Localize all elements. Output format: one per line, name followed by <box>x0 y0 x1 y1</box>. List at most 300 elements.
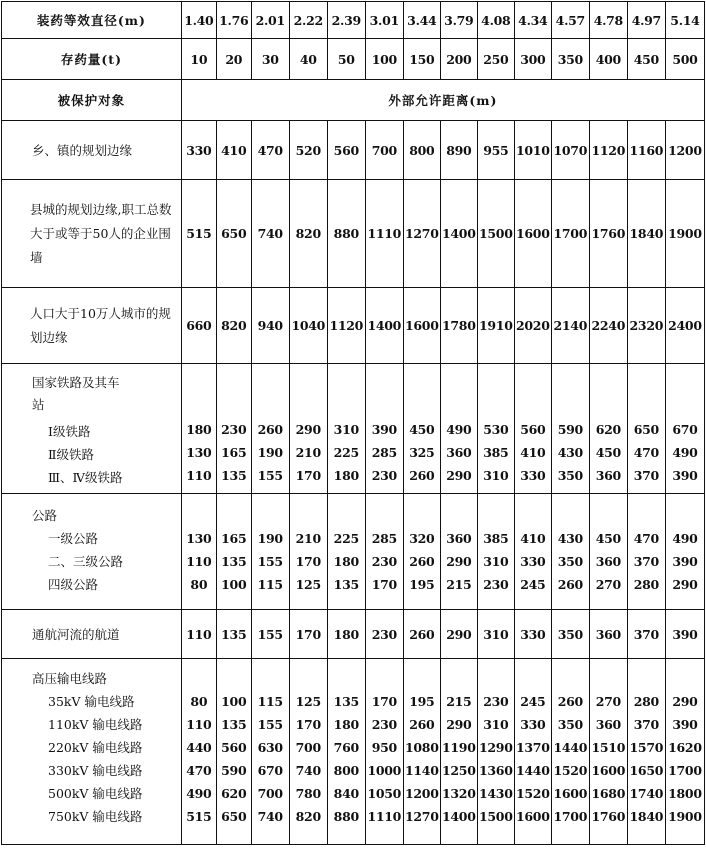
distance-cell: 245 <box>520 577 546 592</box>
distance-cell: 230 <box>371 554 397 569</box>
distance-cell: 1520 <box>516 786 550 801</box>
storage-cell: 450 <box>627 39 665 80</box>
distance-cell: 630 <box>257 740 283 755</box>
diameter-cell: 4.08 <box>477 2 514 39</box>
distance-cell: 285 <box>371 531 397 546</box>
distance-cell: 470 <box>251 121 289 180</box>
distance-cell: 1760 <box>591 809 626 824</box>
highway-group-cell <box>2 494 182 610</box>
distance-cell: 310 <box>483 468 509 483</box>
distance-cell: 260 <box>409 717 435 732</box>
storage-cell: 20 <box>216 39 251 80</box>
powerline-item-label: 500kV 输电线路 <box>48 786 143 801</box>
distance-cell: 195 <box>409 694 435 709</box>
storage-cell: 50 <box>327 39 365 80</box>
railway-values-col <box>665 364 704 494</box>
distance-cell: 670 <box>257 763 283 778</box>
highway-values-col <box>627 494 665 610</box>
distance-cell: 1900 <box>668 809 702 824</box>
highway-values-col <box>181 494 216 610</box>
distance-cell: 320 <box>409 531 435 546</box>
distance-cell: 390 <box>371 422 397 437</box>
railway-values-col <box>365 364 403 494</box>
distance-cell: 290 <box>295 422 321 437</box>
highway-values-col <box>589 494 627 610</box>
distance-cell: 1900 <box>665 180 704 288</box>
county-label: 县城的规划边缘,职工总数大于或等于50人的企业围墙 <box>2 180 182 288</box>
distance-cell: 590 <box>221 763 247 778</box>
distance-cell: 155 <box>257 554 283 569</box>
powerline-group-row <box>2 659 705 845</box>
distance-cell: 260 <box>557 577 583 592</box>
diameter-cell: 3.44 <box>403 2 440 39</box>
distance-cell: 670 <box>672 422 698 437</box>
distance-cell: 155 <box>251 610 289 659</box>
diameter-cell: 2.01 <box>251 2 289 39</box>
distance-cell: 1120 <box>327 288 365 364</box>
distance-cell: 360 <box>446 445 472 460</box>
distance-cell: 385 <box>483 531 509 546</box>
distance-cell: 2320 <box>627 288 665 364</box>
highway-values-col <box>665 494 704 610</box>
distance-cell: 270 <box>595 577 621 592</box>
distance-label: 外部允许距离(m) <box>181 80 704 121</box>
distance-cell: 1070 <box>551 121 589 180</box>
powerline-values-col <box>181 659 216 845</box>
distance-cell: 410 <box>520 531 546 546</box>
storage-cell: 150 <box>403 39 440 80</box>
storage-cell: 10 <box>181 39 216 80</box>
distance-cell: 130 <box>186 531 212 546</box>
town-row <box>2 121 705 180</box>
distance-cell: 1140 <box>405 763 439 778</box>
railway-values-col <box>477 364 514 494</box>
distance-cell: 650 <box>633 422 659 437</box>
distance-cell: 1400 <box>440 180 477 288</box>
distance-cell: 1190 <box>442 740 476 755</box>
highway-values-col <box>477 494 514 610</box>
distance-cell: 650 <box>216 180 251 288</box>
distance-cell: 360 <box>589 610 627 659</box>
highway-item-label: 二、三级公路 <box>48 554 124 569</box>
distance-cell: 230 <box>371 717 397 732</box>
distance-cell: 1600 <box>591 763 626 778</box>
distance-cell: 245 <box>520 694 546 709</box>
distance-table <box>1 1 705 845</box>
distance-cell: 1840 <box>627 180 665 288</box>
distance-cell: 1600 <box>403 288 440 364</box>
distance-cell: 350 <box>557 468 583 483</box>
powerline-values-col <box>477 659 514 845</box>
distance-cell: 1290 <box>479 740 513 755</box>
distance-cell: 450 <box>595 445 621 460</box>
distance-cell: 390 <box>665 610 704 659</box>
distance-cell: 1500 <box>477 180 514 288</box>
powerline-values-col <box>627 659 665 845</box>
distance-cell: 260 <box>403 610 440 659</box>
distance-cell: 1360 <box>479 763 513 778</box>
distance-cell: 490 <box>446 422 472 437</box>
distance-cell: 820 <box>289 180 327 288</box>
distance-cell: 1200 <box>405 786 439 801</box>
powerline-item-label: 110kV 输电线路 <box>48 717 143 732</box>
distance-cell: 780 <box>295 786 321 801</box>
distance-cell: 325 <box>409 445 435 460</box>
distance-cell: 740 <box>295 763 321 778</box>
distance-cell: 410 <box>216 121 251 180</box>
distance-cell: 590 <box>557 422 583 437</box>
storage-cell: 300 <box>514 39 551 80</box>
distance-cell: 370 <box>633 717 659 732</box>
distance-cell: 1370 <box>516 740 550 755</box>
highway-values-col <box>440 494 477 610</box>
distance-cell: 135 <box>221 554 247 569</box>
distance-cell: 2240 <box>589 288 627 364</box>
distance-cell: 190 <box>257 531 283 546</box>
distance-cell: 135 <box>221 468 247 483</box>
distance-cell: 2020 <box>514 288 551 364</box>
distance-cell: 230 <box>221 422 247 437</box>
diameter-cell: 1.40 <box>181 2 216 39</box>
distance-cell: 280 <box>633 577 659 592</box>
distance-cell: 1050 <box>367 786 402 801</box>
distance-cell: 490 <box>672 531 698 546</box>
highway-values-col <box>365 494 403 610</box>
highway-group-row <box>2 494 705 610</box>
distance-cell: 135 <box>333 577 359 592</box>
distance-cell: 450 <box>409 422 435 437</box>
city-row <box>2 288 705 364</box>
storage-cell: 500 <box>665 39 704 80</box>
distance-cell: 210 <box>295 531 321 546</box>
distance-cell: 180 <box>327 610 365 659</box>
distance-cell: 360 <box>446 531 472 546</box>
distance-cell: 290 <box>446 717 472 732</box>
distance-cell: 1010 <box>514 121 551 180</box>
distance-cell: 260 <box>557 694 583 709</box>
distance-cell: 700 <box>295 740 321 755</box>
distance-cell: 180 <box>186 422 212 437</box>
distance-cell: 225 <box>333 531 359 546</box>
distance-cell: 360 <box>595 468 621 483</box>
diameter-cell: 2.39 <box>327 2 365 39</box>
protected-header-row <box>2 80 705 121</box>
distance-cell: 1400 <box>442 809 476 824</box>
storage-row <box>2 39 705 80</box>
distance-cell: 370 <box>633 468 659 483</box>
distance-cell: 955 <box>477 121 514 180</box>
distance-cell: 1780 <box>440 288 477 364</box>
distance-cell: 100 <box>221 694 247 709</box>
distance-cell: 115 <box>257 577 283 592</box>
railway-values-col <box>551 364 589 494</box>
distance-cell: 1110 <box>365 180 403 288</box>
storage-cell: 40 <box>289 39 327 80</box>
distance-cell: 1700 <box>668 763 702 778</box>
distance-cell: 740 <box>257 809 283 824</box>
storage-label: 存药量(t) <box>2 39 182 80</box>
highway-values-col <box>327 494 365 610</box>
distance-cell: 700 <box>365 121 403 180</box>
powerline-item-label: 35kV 输电线路 <box>48 694 135 709</box>
diameter-cell: 2.22 <box>289 2 327 39</box>
distance-cell: 110 <box>181 610 216 659</box>
railway-values-col <box>514 364 551 494</box>
distance-cell: 285 <box>371 445 397 460</box>
distance-cell: 310 <box>483 717 509 732</box>
railway-values-col <box>403 364 440 494</box>
distance-cell: 1440 <box>553 740 588 755</box>
distance-cell: 155 <box>257 468 283 483</box>
distance-cell: 1400 <box>365 288 403 364</box>
railway-item-label: Ⅱ级铁路 <box>48 447 94 462</box>
railway-group-cell <box>2 364 182 494</box>
powerline-values-col <box>665 659 704 845</box>
railway-values-col <box>440 364 477 494</box>
distance-cell: 1040 <box>289 288 327 364</box>
powerline-values-col <box>589 659 627 845</box>
railway-label: 国家铁路及其车站 <box>32 375 120 412</box>
distance-cell: 470 <box>186 763 212 778</box>
distance-cell: 230 <box>483 577 509 592</box>
distance-cell: 210 <box>295 445 321 460</box>
distance-cell: 350 <box>557 554 583 569</box>
distance-cell: 100 <box>221 577 247 592</box>
protected-label: 被保护对象 <box>2 80 182 121</box>
powerline-group-cell <box>2 659 182 845</box>
distance-cell: 2400 <box>665 288 704 364</box>
distance-cell: 410 <box>520 445 546 460</box>
distance-cell: 170 <box>289 610 327 659</box>
diameter-cell: 4.78 <box>589 2 627 39</box>
distance-cell: 560 <box>520 422 546 437</box>
distance-cell: 290 <box>440 610 477 659</box>
distance-cell: 1570 <box>629 740 664 755</box>
distance-cell: 390 <box>672 554 698 569</box>
distance-cell: 880 <box>327 180 365 288</box>
distance-cell: 215 <box>446 577 472 592</box>
distance-cell: 360 <box>595 554 621 569</box>
distance-cell: 1120 <box>589 121 627 180</box>
distance-cell: 1200 <box>665 121 704 180</box>
distance-cell: 390 <box>672 468 698 483</box>
distance-cell: 170 <box>295 554 321 569</box>
distance-cell: 880 <box>333 809 359 824</box>
railway-values-col <box>216 364 251 494</box>
distance-cell: 165 <box>221 531 247 546</box>
distance-cell: 155 <box>257 717 283 732</box>
distance-cell: 270 <box>595 694 621 709</box>
diameter-cell: 4.97 <box>627 2 665 39</box>
distance-cell: 1600 <box>516 809 550 824</box>
city-label: 人口大于10万人城市的规划边缘 <box>2 288 182 364</box>
distance-cell: 1740 <box>629 786 664 801</box>
distance-cell: 1700 <box>551 180 589 288</box>
distance-cell: 450 <box>595 531 621 546</box>
waterway-label: 通航河流的航道 <box>2 610 182 659</box>
powerline-values-col <box>403 659 440 845</box>
highway-item-label: 一级公路 <box>48 531 99 546</box>
distance-cell: 820 <box>216 288 251 364</box>
distance-cell: 215 <box>446 694 472 709</box>
distance-cell: 290 <box>672 694 698 709</box>
storage-cell: 200 <box>440 39 477 80</box>
storage-cell: 350 <box>551 39 589 80</box>
distance-cell: 1600 <box>514 180 551 288</box>
distance-cell: 330 <box>514 610 551 659</box>
distance-cell: 80 <box>190 694 208 709</box>
distance-cell: 490 <box>186 786 212 801</box>
distance-cell: 490 <box>672 445 698 460</box>
distance-cell: 1800 <box>668 786 702 801</box>
waterway-row <box>2 610 705 659</box>
distance-cell: 760 <box>333 740 359 755</box>
storage-cell: 30 <box>251 39 289 80</box>
distance-cell: 330 <box>520 468 546 483</box>
distance-cell: 800 <box>403 121 440 180</box>
highway-values-col <box>403 494 440 610</box>
distance-cell: 1160 <box>627 121 665 180</box>
distance-cell: 170 <box>295 468 321 483</box>
distance-cell: 1080 <box>405 740 439 755</box>
distance-cell: 165 <box>221 445 247 460</box>
distance-cell: 1440 <box>516 763 550 778</box>
distance-cell: 370 <box>633 554 659 569</box>
distance-cell: 430 <box>557 445 583 460</box>
distance-cell: 135 <box>216 610 251 659</box>
distance-cell: 515 <box>186 809 212 824</box>
distance-cell: 470 <box>633 531 659 546</box>
distance-cell: 1510 <box>591 740 626 755</box>
railway-values-col <box>289 364 327 494</box>
distance-cell: 1000 <box>367 763 402 778</box>
distance-cell: 170 <box>371 577 397 592</box>
distance-cell: 1680 <box>591 786 626 801</box>
distance-cell: 1910 <box>477 288 514 364</box>
railway-group-row <box>2 364 705 494</box>
distance-cell: 170 <box>295 717 321 732</box>
distance-cell: 180 <box>333 554 359 569</box>
diameter-row <box>2 2 705 39</box>
distance-cell: 260 <box>257 422 283 437</box>
diameter-cell: 1.76 <box>216 2 251 39</box>
powerline-values-col <box>327 659 365 845</box>
distance-cell: 1320 <box>442 786 476 801</box>
distance-cell: 290 <box>672 577 698 592</box>
distance-cell: 190 <box>257 445 283 460</box>
highway-item-label: 四级公路 <box>48 577 99 592</box>
distance-cell: 560 <box>327 121 365 180</box>
distance-cell: 700 <box>257 786 283 801</box>
distance-cell: 820 <box>295 809 321 824</box>
diameter-cell: 5.14 <box>665 2 704 39</box>
distance-cell: 360 <box>595 717 621 732</box>
distance-cell: 2140 <box>551 288 589 364</box>
distance-cell: 110 <box>186 717 212 732</box>
distance-cell: 385 <box>483 445 509 460</box>
distance-cell: 430 <box>557 531 583 546</box>
diameter-cell: 4.34 <box>514 2 551 39</box>
distance-cell: 650 <box>221 809 247 824</box>
diameter-label: 装药等效直径(m) <box>2 2 182 39</box>
distance-cell: 740 <box>251 180 289 288</box>
powerline-values-col <box>440 659 477 845</box>
highway-values-col <box>514 494 551 610</box>
powerline-label: 高压输电线路 <box>32 671 108 686</box>
distance-cell: 1760 <box>589 180 627 288</box>
highway-values-col <box>551 494 589 610</box>
highway-values-col <box>216 494 251 610</box>
distance-cell: 660 <box>181 288 216 364</box>
distance-cell: 950 <box>371 740 397 755</box>
distance-cell: 620 <box>221 786 247 801</box>
distance-cell: 515 <box>181 180 216 288</box>
distance-cell: 1600 <box>553 786 588 801</box>
highway-label: 公路 <box>32 508 58 523</box>
powerline-values-col <box>216 659 251 845</box>
distance-cell: 1650 <box>629 763 664 778</box>
distance-cell: 940 <box>251 288 289 364</box>
distance-cell: 350 <box>551 610 589 659</box>
distance-cell: 310 <box>483 554 509 569</box>
town-label: 乡、镇的规划边缘 <box>2 121 182 180</box>
distance-cell: 1270 <box>403 180 440 288</box>
railway-values-col <box>327 364 365 494</box>
distance-cell: 195 <box>409 577 435 592</box>
distance-cell: 800 <box>333 763 359 778</box>
railway-item-label: Ⅰ级铁路 <box>48 424 91 439</box>
distance-cell: 330 <box>181 121 216 180</box>
distance-cell: 130 <box>186 445 212 460</box>
distance-cell: 180 <box>333 717 359 732</box>
distance-cell: 115 <box>257 694 283 709</box>
distance-cell: 890 <box>440 121 477 180</box>
distance-cell: 110 <box>186 468 212 483</box>
distance-cell: 390 <box>672 717 698 732</box>
powerline-item-label: 750kV 输电线路 <box>48 809 143 824</box>
distance-cell: 1270 <box>405 809 439 824</box>
distance-cell: 1620 <box>668 740 702 755</box>
distance-cell: 125 <box>295 694 321 709</box>
distance-cell: 230 <box>483 694 509 709</box>
distance-cell: 350 <box>557 717 583 732</box>
distance-cell: 310 <box>333 422 359 437</box>
distance-cell: 1500 <box>479 809 513 824</box>
railway-item-label: Ⅲ、Ⅳ级铁路 <box>48 470 123 485</box>
distance-cell: 230 <box>365 610 403 659</box>
distance-cell: 470 <box>633 445 659 460</box>
highway-values-col <box>251 494 289 610</box>
distance-cell: 110 <box>186 554 212 569</box>
distance-cell: 180 <box>333 468 359 483</box>
distance-cell: 280 <box>633 694 659 709</box>
powerline-item-label: 220kV 输电线路 <box>48 740 143 755</box>
storage-cell: 100 <box>365 39 403 80</box>
powerline-item-label: 330kV 输电线路 <box>48 763 143 778</box>
distance-cell: 80 <box>190 577 208 592</box>
diameter-cell: 4.57 <box>551 2 589 39</box>
railway-values-col <box>251 364 289 494</box>
distance-cell: 310 <box>477 610 514 659</box>
distance-cell: 560 <box>221 740 247 755</box>
distance-cell: 260 <box>409 554 435 569</box>
distance-cell: 330 <box>520 554 546 569</box>
distance-cell: 1840 <box>629 809 664 824</box>
distance-cell: 370 <box>627 610 665 659</box>
storage-cell: 250 <box>477 39 514 80</box>
storage-cell: 400 <box>589 39 627 80</box>
railway-values-col <box>627 364 665 494</box>
